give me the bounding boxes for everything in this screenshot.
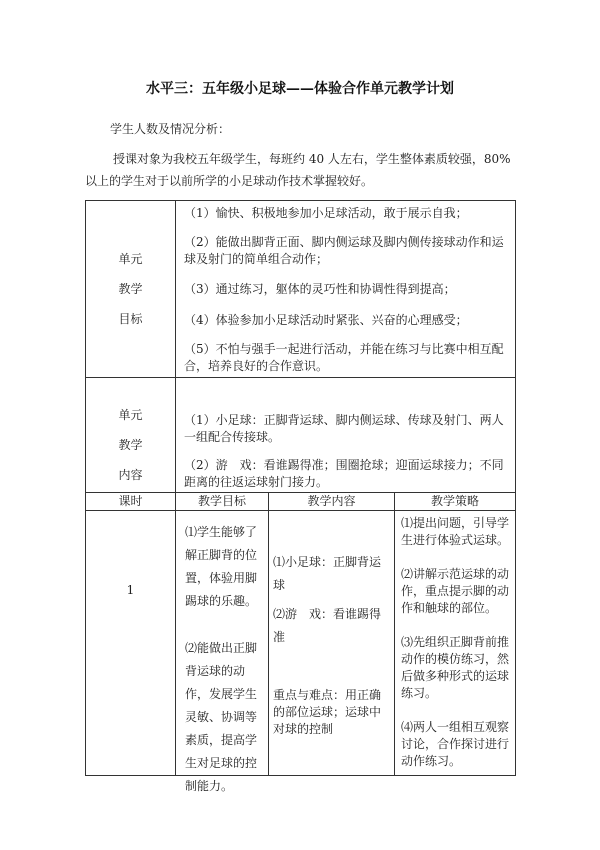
lesson-content: 重点与难点：用正确的部位运球；运球中对球的控制 — [273, 688, 382, 736]
label-line: 目标 — [118, 312, 143, 326]
header-lesson: 课时 — [85, 492, 176, 511]
intro-paragraph: 授课对象为我校五年级学生，每班约 40 人左右，学生整体素质较强，80%以上的学生对于以前所学的小足球动作技术掌握较好。 — [85, 152, 511, 188]
lesson-strategy-cell — [394, 510, 516, 776]
lesson-strategy: ⑶先组织正脚背前推动作的模仿练习，然后做多种形式的运球练习。 — [401, 635, 510, 700]
lesson-content-cell — [268, 510, 395, 776]
lesson-goals-cell — [175, 510, 269, 793]
label-line: 单元 — [118, 252, 143, 266]
section-heading: 学生人数及情况分析： — [110, 122, 231, 136]
lesson-content: ⑵游 戏：看谁踢得准 — [273, 607, 382, 644]
header-strategy: 教学策略 — [394, 492, 516, 511]
lesson-goal: ⑵能做出正脚背运球的动作，发展学生灵敏、协调等素质，提高学生对足球的控制能力。 — [185, 641, 258, 793]
lesson-strategy: ⑴提出问题，引导学生进行体验式运球。 — [401, 516, 510, 547]
content-item: （1）小足球：正脚背运球、脚内侧运球、传球及射门、两人一组配合传接球。 — [184, 413, 504, 444]
document-title: 水平三：五年级小足球——体验合作单元教学计划 — [146, 81, 454, 97]
content-item: （2）游 戏：看谁踢得准；围圈抢球；迎面运球接力；不同距离的往返运球射门接力。 — [184, 458, 504, 489]
lesson-content: ⑴小足球：正脚背运球 — [273, 555, 382, 592]
label-line: 单元 — [118, 408, 143, 422]
label-line: 教学 — [118, 282, 143, 296]
goal-item: （1）愉快、积极地参加小足球活动，敢于展示自我； — [184, 206, 468, 220]
goal-item: （3）通过练习，躯体的灵巧性和协调性得到提高； — [184, 282, 456, 296]
unit-goals-label — [85, 200, 176, 378]
label-line: 内容 — [118, 468, 143, 482]
lesson-goal: ⑴学生能够了解正脚背的位置，体验用脚踢球的乐趣。 — [185, 525, 258, 608]
goal-item: （4）体验参加小足球活动时紧张、兴奋的心理感受； — [184, 313, 468, 327]
unit-content-cell — [175, 377, 516, 493]
header-goals: 教学目标 — [175, 492, 269, 511]
goal-item: （5）不怕与强手一起进行活动，并能在练习与比赛中相互配合，培养良好的合作意识。 — [184, 342, 504, 373]
label-line: 教学 — [118, 438, 143, 452]
lesson-strategy: ⑵讲解示范运球的动作，重点提示脚的动作和触球的部位。 — [401, 567, 510, 615]
lesson-number: 1 — [85, 510, 176, 776]
unit-goals-cell — [175, 200, 516, 378]
unit-content-label — [85, 377, 176, 493]
header-content: 教学内容 — [268, 492, 395, 511]
lesson-strategy: ⑷两人一组相互观察讨论，合作探讨进行动作练习。 — [401, 720, 510, 768]
goal-item: （2）能做出脚背正面、脚内侧运球及脚内侧传接球动作和运球及射门的简单组合动作； — [184, 235, 504, 266]
